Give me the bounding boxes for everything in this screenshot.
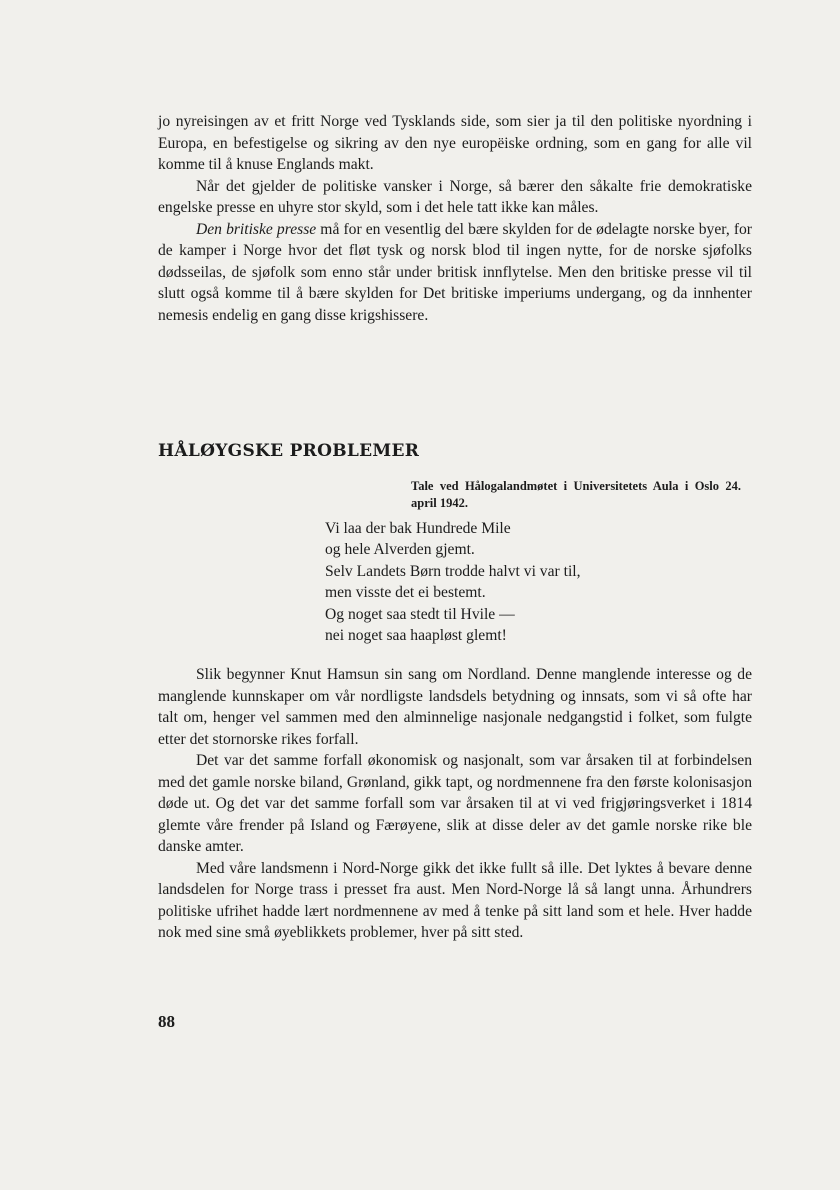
paragraph: jo nyreisingen av et fritt Norge ved Tysklands side, som sier ja til den politiske nyordning i Europa, en befestigelse og sikring av den nye europëiske ordning, som en gang for alle vil komme til å knuse Englands makt. — [158, 113, 752, 173]
poem-quote — [325, 518, 581, 646]
poem-line: men visste det ei bestemt. — [325, 584, 486, 602]
poem-line: Selv Landets Børn trodde halvt vi var til, — [325, 562, 581, 580]
paragraph: Slik begynner Knut Hamsun sin sang om Nordland. Denne manglende interesse og de manglende kunnskaper om vår nordligste landsdels betydning og innsats, som vi så ofte har talt om, henger vel sammen med den alminnelige nasjonale nedgangstid i folket, som fulgte etter det stornorske rikes forfall. — [158, 666, 752, 748]
poem-line: Og noget saa stedt til Hvile — — [325, 605, 515, 623]
top-text-block — [158, 111, 752, 326]
poem-line: og hele Alverden gjemt. — [325, 541, 475, 559]
italic-phrase: Den britiske presse — [196, 220, 317, 238]
poem-line: Vi laa der bak Hundrede Mile — [325, 520, 511, 537]
poem-line: nei noget saa haapløst glemt! — [325, 627, 507, 645]
paragraph-italic-lead — [158, 219, 752, 327]
bottom-text-block — [158, 664, 752, 944]
section-heading: HÅLØYGSKE PROBLEMER — [158, 441, 420, 461]
paragraph: Med våre landsmenn i Nord-Norge gikk det ikke fullt så ille. Det lyktes å bevare denne landsdelen for Norge trass i presset fra aust. Men Nord-Norge lå så langt unna. Århundrers politiske ufrihet hadde lært nordmennene av med å tenke på sitt land som et hele. Hver hadde nok med sine små øyeblikkets problemer, hver på sitt sted. — [158, 859, 752, 941]
paragraph-rest: må for en vesentlig del bære skylden for de ødelagte norske byer, for de kamper i Norge hvor det fløt tysk og norsk blod til ingen nytte, for de norske sjøfolks dødsseilas, de sjøfolk som enno står under britisk innflytelse. Men den britiske presse vil til slutt også komme til å bære skylden for Det britiske imperiums undergang, og da innhenter nemesis endelig en gang disse krigshissere. — [158, 220, 752, 324]
speech-subtitle: Tale ved Hålogalandmøtet i Universitetets Aula i Oslo 24. april 1942. — [411, 479, 741, 510]
paragraph: Det var det samme forfall økonomisk og nasjonalt, som var årsaken til at forbindelsen med det gamle norske biland, Grønland, gikk tapt, og nordmennene fra den første kolonisasjon døde ut. Og det var det samme forfall som var årsaken til at vi ved frigjøringsverket i 1814 glemte våre frender på Island og Færøyene, slik at disse deler av det gamle norske rike ble danske amter. — [158, 752, 752, 855]
paragraph: Når det gjelder de politiske vansker i Norge, så bærer den såkalte frie demokratiske engelske presse en uhyre stor skyld, som i det hele tatt ikke kan måles. — [158, 177, 752, 216]
page-number: 88 — [158, 1012, 175, 1031]
